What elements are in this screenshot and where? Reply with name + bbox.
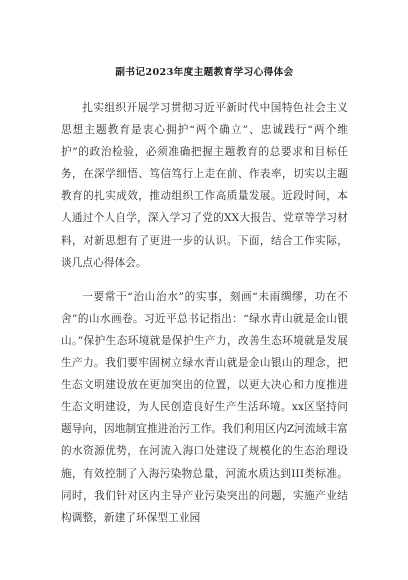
body-paragraph-ecology: 一要常干“治山治水”的实事，刻画“未雨绸缪，功在不舍”的山水画卷。习近平总书记指出：“绿水青山就是金山银山。”保护生态环境就是保护生产力，改善生态环境就是发展生产力。我们要牢固树立绿水青山就是金山银山的理念，把生态文明建设放在更加突出的位置，以更大决心和力度推进生态文明建设，为人民创造良好生产生活环境。xx区坚持问题导向，因地制宜推进治污工作。我们利用区内Z河流域丰富的水资源优势，在河流入海口处建设了规模化的生态治理设施，有效控制了入海污染物总量，河流水质达到III类标准。同时，我们针对区内主导产业污染突出的问题，实施产业结构调整，新建了环保型工业园 xyxy=(61,290,348,524)
intro-paragraph: 扎实组织开展学习贯彻习近平新时代中国特色社会主义思想主题教育是衷心拥护“两个确立”、忠诚践行“两个维护”的政治检验，必须准确把握主题教育的总要求和目标任务，在深学细悟、笃信笃行上走在前、作表率，切实以主题教育的扎实成效，推动组织工作高质量发展。近段时间，本人通过个人自学，深入学习了党的XX大报告、党章等学习材料，对新思想有了更进一步的认识。下面，结合工作实际，谈几点心得体会。 xyxy=(61,102,348,269)
document-title: 副书记2023年度主题教育学习心得体会 xyxy=(115,67,294,78)
